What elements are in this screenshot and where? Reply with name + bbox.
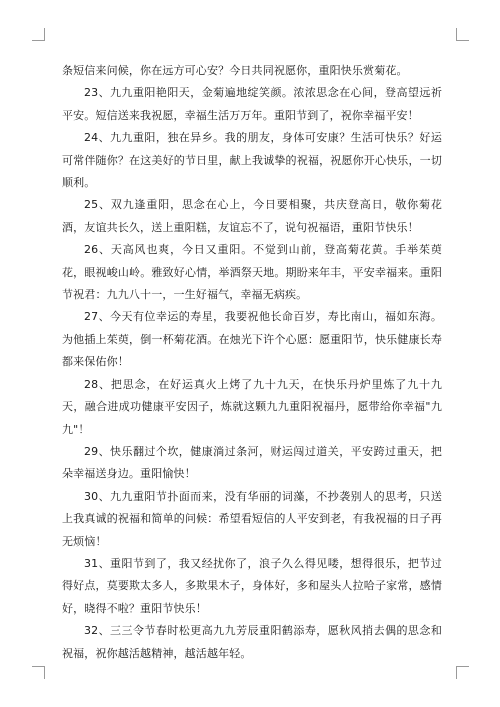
paragraph-30: 30、九九重阳节扑面而来，没有华丽的词藻，不抄袭别人的思考，只送上我真诚的祝福和简单的问候：希望看短信的人平安到老，有我祝福的日子再无烦恼！ — [62, 489, 442, 548]
paragraph-28: 28、把思念，在好运真火上烤了九十九天，在快乐丹炉里炼了九十九天，融合进成功健康平安因子，炼就这颗九九重阳祝福丹，愿带给你幸福"九九"！ — [62, 377, 442, 436]
paragraph-24: 24、九九重阳，独在异乡。我的朋友，身体可安康？生活可快乐？好运可常伴随你？在这美好的节日里，献上我诚挚的祝福，祝愿你开心快乐，一切顺利。 — [62, 131, 442, 190]
paragraph-26: 26、天高风也爽，今日又重阳。不觉到山前，登高菊花黄。手举茱萸花，眼视峻山岭。雅致好心情，举酒祭天地。期盼来年丰，平安幸福来。重阳节祝君：九九八十一，一生好福气，幸福无病疾。 — [62, 243, 442, 302]
paragraph-32: 32、三三令节春时松更高九九芳辰重阳鹤添寿，愿秋风捎去偶的思念和祝福，祝你越活越精神，越活越年轻。 — [62, 624, 442, 660]
paragraph-29: 29、快乐翻过个坎，健康淌过条河，财运闯过道关，平安跨过重天，把朵幸福送身边。重阳愉快！ — [62, 444, 442, 481]
crop-mark-bottom-right — [456, 666, 469, 679]
paragraph-23: 23、九九重阳艳阳天，金菊遍地绽笑颜。浓浓思念在心间，登高望远祈平安。短信送来我祝愿，幸福生活万万年。重阳节到了，祝你幸福平安！ — [62, 86, 442, 122]
paragraph-25: 25、双九逢重阳，思念在心上，今日要相聚，共庆登高日，敬你菊花酒，友谊共长久，送上重阳糕，友谊忘不了，说句祝福语，重阳节快乐！ — [62, 198, 442, 234]
paragraph-continuation: 条短信来问候，你在远方可心安？今日共同祝愿你，重阳快乐赏菊花。 — [62, 64, 408, 77]
paragraph-31: 31、重阳节到了，我又经扰你了，浪子久么得见喽，想得很乐，把节过得好点，莫要欺太多人，多欺果木子，身体好，多和屋头人拉哈子家常，感情好，晓得不啦？重阳节快乐！ — [62, 556, 442, 615]
paragraph-27: 27、今天有位幸运的寿星，我要祝他长命百岁，寿比南山，福如东海。为他插上茱萸，倒一杯菊花酒。在烛光下许个心愿：愿重阳节，快乐健康长寿都来保佑你！ — [62, 310, 442, 369]
crop-mark-bottom-left — [32, 666, 45, 679]
crop-mark-top-right — [456, 28, 469, 41]
crop-mark-top-left — [32, 28, 45, 41]
document-body — [62, 60, 442, 665]
